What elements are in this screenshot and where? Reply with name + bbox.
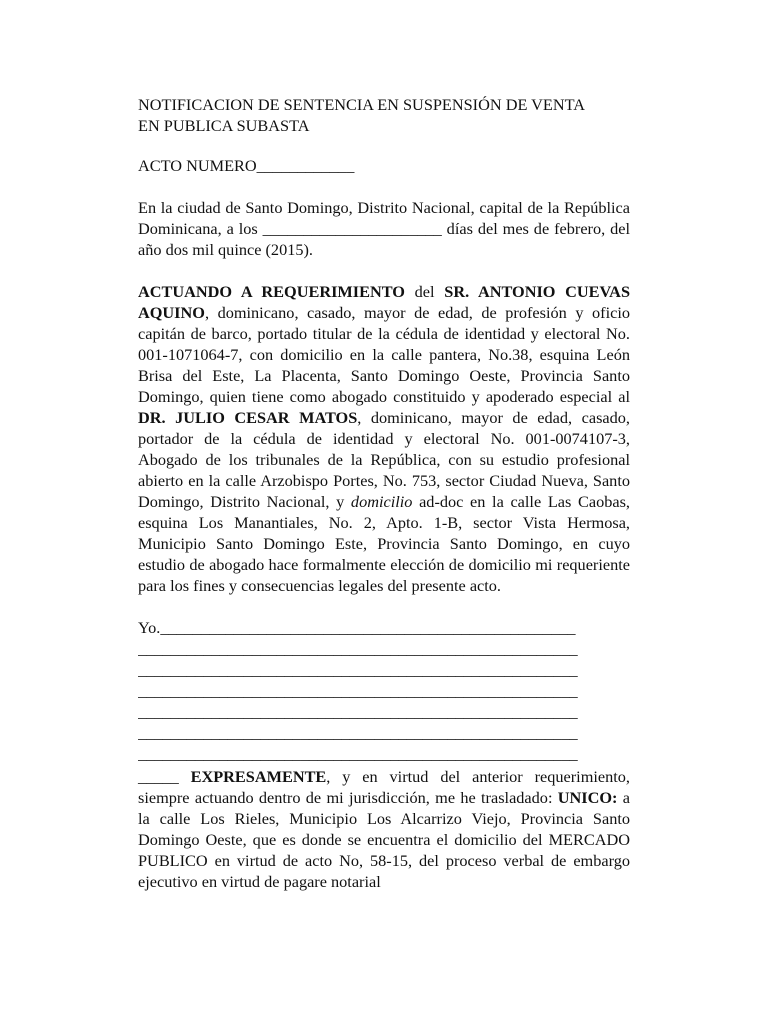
requerimiento-paragraph [138, 281, 630, 596]
expresamente-blank: _____ [138, 767, 191, 786]
blank-line: ______________________________________________________ [138, 681, 578, 700]
expr-text-2: a la calle Los Rieles, Municipio Los Alcarrizo Viejo, Provincia Santo Domingo Oeste, que es donde se encuentra el domicilio del MERCADO PUBLICO en virtud de acto No, 58-15, del proceso verbal de embargo ejecutivo en virtud de pagare notarial [138, 788, 630, 891]
req-text-3: , dominicano, mayor de edad, casado, portador de la cédula de identidad y electoral No. 001-0074107-3, Abogado de los tribunales de la República, con su estudio profesional abierto en la calle Arzobispo Portes, No. 753, sector Ciudad Nueva, Santo Domingo, Distrito Nacional, y [138, 408, 630, 511]
document-title [138, 94, 630, 136]
domicilio-italic: domicilio [350, 492, 413, 511]
intro-text-1: En la ciudad de Santo Domingo, Distrito Nacional, capital de la República Dominicana, a los [138, 198, 630, 238]
abogado-name: DR. JULIO CESAR MATOS [138, 408, 358, 427]
yo-blank-lines [138, 617, 624, 764]
yo-line: Yo.___________________________________________________ [138, 618, 576, 637]
req-text-2: , dominicano, casado, mayor de edad, de profesión y oficio capitán de barco, portado titular de la cédula de identidad y electoral No. 001-1071064-7, con domicilio en la calle pantera, No.38, esquina León Brisa del Este, La Placenta, Santo Domingo Oeste, Provincia Santo Domingo, quien tiene como abogado constituido y apoderado especial al [138, 303, 630, 406]
blank-line: ______________________________________________________ [138, 639, 578, 658]
actuando-heading: ACTUANDO A REQUERIMIENTO [138, 282, 405, 301]
expresamente-paragraph [138, 766, 630, 892]
requeriente-name: SR. ANTONIO CUEVAS AQUINO [138, 282, 630, 322]
document-page [138, 94, 630, 892]
intro-paragraph [138, 197, 630, 260]
req-text-1: del [404, 282, 445, 301]
req-text-4: ad-doc en la calle Las Caobas, esquina Los Manantiales, No. 2, Apto. 1-B, sector Vista Hermosa, Municipio Santo Domingo Este, Provincia Santo Domingo, en cuyo estudio de abogado hace formalmente elección de domicilio mi requeriente para los fines y consecuencias legales del presente acto. [138, 492, 630, 595]
blank-line: ______________________________________________________ [138, 744, 578, 763]
intro-text-2: días del mes de febrero, del año dos mil quince (2015). [138, 219, 630, 259]
unico-heading: UNICO: [557, 788, 618, 807]
acto-numero: ACTO NUMERO____________ [138, 156, 355, 175]
expr-text-1: , y en virtud del anterior requerimiento, siempre actuando dentro de mi jurisdicción, me he trasladado: [138, 767, 630, 807]
title-line-2: EN PUBLICA SUBASTA [138, 116, 310, 135]
blank-line: ______________________________________________________ [138, 660, 578, 679]
blank-line: ______________________________________________________ [138, 723, 578, 742]
intro-date-blank: ______________________ [262, 219, 442, 238]
expresamente-heading: EXPRESAMENTE [190, 767, 327, 786]
title-line-1: NOTIFICACION DE SENTENCIA EN SUSPENSIÓN DE VENTA [138, 95, 586, 114]
blank-line: ______________________________________________________ [138, 702, 578, 721]
